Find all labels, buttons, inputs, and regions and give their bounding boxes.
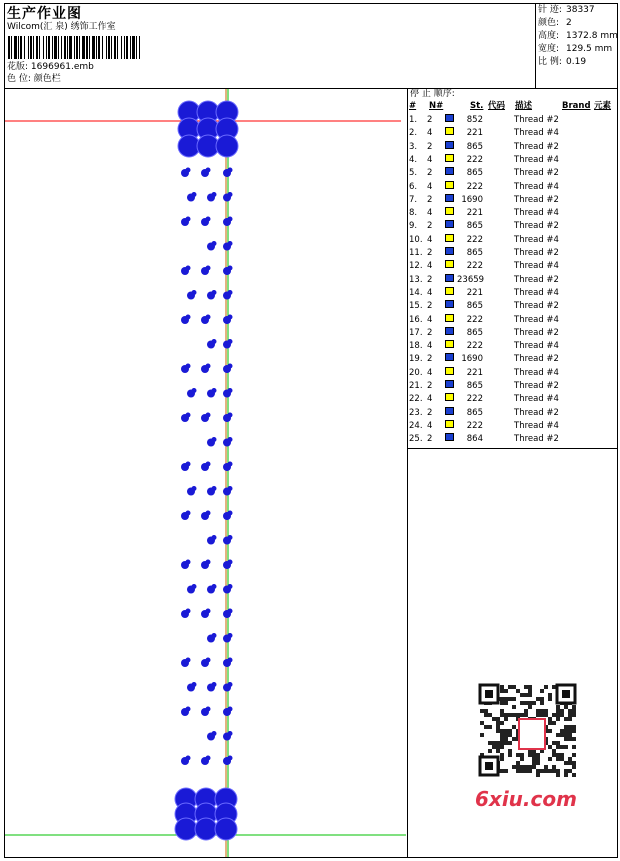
row-stitches: 221 [466, 128, 483, 139]
row-stitches: 865 [466, 327, 483, 338]
color-swatch [445, 353, 454, 361]
design-file-row [7, 62, 94, 73]
row-needle: 4 [427, 314, 433, 325]
color-swatch [445, 247, 454, 255]
row-number: 17. [409, 327, 423, 338]
row-number: 15. [409, 301, 423, 312]
row-stitches: 865 [466, 381, 483, 391]
color-swatch [445, 340, 454, 348]
row-number: 13. [409, 274, 423, 285]
table-row [409, 260, 618, 273]
row-description: Thread #4 [514, 181, 559, 192]
table-row [409, 247, 618, 260]
color-swatch [445, 194, 454, 202]
col-num: # [409, 101, 417, 111]
row-number: 4. [409, 154, 418, 165]
stat-value: 1372.8 mm [566, 31, 618, 41]
row-description: Thread #4 [514, 314, 559, 325]
row-description: Thread #2 [514, 194, 559, 205]
table-row [409, 353, 618, 366]
row-number: 6. [409, 181, 418, 192]
row-description: Thread #4 [514, 394, 559, 405]
stat-value: 129.5 mm [566, 44, 613, 54]
row-description: Thread #4 [514, 128, 559, 139]
watermark-text: 6xiu.com [475, 787, 577, 811]
row-needle: 4 [427, 208, 433, 219]
colorway-label: 色 位: [7, 74, 31, 84]
color-swatch [445, 181, 454, 189]
row-description: Thread #2 [514, 221, 559, 232]
color-swatch [445, 393, 454, 401]
row-needle: 2 [427, 301, 433, 312]
stat-label: 颜色: [538, 18, 560, 28]
row-description: Thread #2 [514, 301, 559, 312]
color-swatch [445, 154, 454, 162]
table-row [409, 407, 618, 420]
table-header [409, 100, 618, 113]
col-needle: N# [429, 101, 444, 111]
row-number: 14. [409, 287, 423, 298]
color-swatch [445, 367, 454, 375]
row-description: Thread #2 [514, 354, 559, 365]
stat-value: 38337 [566, 5, 595, 15]
row-stitches: 23659 [457, 274, 485, 285]
company-name: Wilcom(汇 泉) 绣饰工作室 [7, 22, 116, 32]
color-swatch [445, 220, 454, 228]
table-row [409, 207, 618, 220]
row-needle: 2 [427, 407, 433, 418]
row-needle: 2 [427, 274, 433, 285]
row-description: Thread #4 [514, 420, 559, 431]
col-stitches: St. [470, 101, 484, 111]
table-row [409, 127, 618, 140]
row-number: 10. [409, 234, 423, 245]
row-description: Thread #4 [514, 287, 559, 298]
color-swatch [445, 433, 454, 441]
row-description: Thread #4 [514, 341, 559, 352]
stat-value: 2 [566, 18, 572, 28]
colorway-row [7, 74, 61, 85]
row-description: Thread #2 [514, 381, 559, 391]
table-row [409, 194, 618, 207]
row-number: 19. [409, 354, 423, 365]
row-stitches: 221 [466, 287, 483, 298]
design-preview [5, 89, 406, 857]
row-description: Thread #2 [514, 115, 559, 125]
table-row [409, 114, 618, 127]
row-number: 8. [409, 208, 418, 219]
row-needle: 2 [427, 354, 433, 365]
design-file-label: 花版: [7, 62, 29, 72]
color-swatch [445, 234, 454, 242]
table-row [409, 141, 618, 154]
stat-label: 比 例: [538, 57, 562, 67]
row-description: Thread #2 [514, 168, 559, 179]
row-needle: 4 [427, 287, 433, 298]
row-stitches: 865 [466, 221, 483, 232]
row-number: 16. [409, 314, 423, 325]
color-swatch [445, 141, 454, 149]
row-stitches: 222 [466, 181, 483, 192]
design-file-name: 1696961.emb [30, 62, 94, 72]
row-needle: 2 [427, 168, 433, 179]
table-row [409, 274, 618, 287]
stat-value: 0.19 [566, 57, 587, 67]
row-needle: 4 [427, 261, 433, 272]
row-stitches: 864 [466, 434, 483, 445]
row-stitches: 865 [466, 168, 483, 179]
color-swatch [445, 127, 454, 135]
row-number: 18. [409, 341, 423, 352]
row-needle: 2 [427, 381, 433, 391]
color-swatch [445, 260, 454, 268]
color-swatch [445, 207, 454, 215]
row-description: Thread #2 [514, 141, 559, 152]
row-description: Thread #4 [514, 261, 559, 272]
table-row [409, 167, 618, 180]
row-description: Thread #2 [514, 407, 559, 418]
row-description: Thread #4 [514, 367, 559, 378]
row-stitches: 222 [466, 341, 483, 352]
row-number: 22. [409, 394, 423, 405]
row-stitches: 222 [466, 314, 483, 325]
row-needle: 2 [427, 327, 433, 338]
color-swatch [445, 407, 454, 415]
table-row [409, 393, 618, 406]
row-needle: 2 [427, 248, 433, 258]
table-row [409, 181, 618, 194]
page-title: 生产作业图 [7, 6, 82, 22]
row-stitches: 221 [466, 208, 483, 219]
row-needle: 4 [427, 154, 433, 165]
row-stitches: 222 [466, 394, 483, 405]
row-needle: 4 [427, 181, 433, 192]
table-row [409, 380, 618, 393]
row-stitches: 221 [466, 367, 483, 378]
row-description: Thread #4 [514, 208, 559, 219]
row-number: 9. [409, 221, 418, 232]
table-row [409, 287, 618, 300]
row-needle: 2 [427, 194, 433, 205]
table-row [409, 300, 618, 313]
table-row [409, 433, 618, 446]
row-number: 12. [409, 261, 423, 272]
table-row [409, 367, 618, 380]
row-stitches: 1690 [461, 194, 483, 205]
row-needle: 4 [427, 341, 433, 352]
table-row [409, 420, 618, 433]
row-description: Thread #2 [514, 434, 559, 445]
col-brand: Brand [562, 101, 591, 111]
color-swatch [445, 380, 454, 388]
color-swatch [445, 314, 454, 322]
table-row [409, 340, 618, 353]
color-swatch [445, 300, 454, 308]
row-needle: 2 [427, 434, 433, 445]
row-number: 25. [409, 434, 423, 445]
row-stitches: 222 [466, 261, 483, 272]
row-description: Thread #2 [514, 248, 559, 258]
row-needle: 2 [427, 221, 433, 232]
color-swatch [445, 167, 454, 175]
color-swatch [445, 274, 454, 282]
row-number: 2. [409, 128, 418, 139]
row-needle: 4 [427, 234, 433, 245]
row-needle: 2 [427, 141, 433, 152]
table-row [409, 234, 618, 247]
row-number: 21. [409, 381, 423, 391]
col-code: 代码 [488, 101, 506, 111]
color-swatch [445, 287, 454, 295]
row-needle: 4 [427, 394, 433, 405]
seal-logo [518, 718, 546, 750]
row-stitches: 222 [466, 234, 483, 245]
col-desc: 描述 [515, 101, 533, 111]
stat-label: 宽度: [538, 44, 560, 54]
row-stitches: 1690 [461, 354, 483, 365]
row-number: 11. [409, 248, 423, 258]
table-row [409, 220, 618, 233]
row-number: 23. [409, 407, 423, 418]
color-swatch [445, 420, 454, 428]
color-swatch [445, 114, 454, 122]
row-number: 24. [409, 420, 423, 431]
barcode-image [8, 36, 141, 59]
row-stitches: 222 [466, 154, 483, 165]
color-swatch [445, 327, 454, 335]
row-number: 7. [409, 194, 418, 205]
table-row [409, 327, 618, 340]
row-description: Thread #4 [514, 234, 559, 245]
row-stitches: 865 [466, 301, 483, 312]
colorway-value: 颜色栏 [33, 74, 61, 84]
row-stitches: 865 [466, 407, 483, 418]
row-description: Thread #2 [514, 274, 559, 285]
row-needle: 4 [427, 420, 433, 431]
row-needle: 4 [427, 367, 433, 378]
stat-label: 高度: [538, 31, 560, 41]
row-number: 20. [409, 367, 423, 378]
row-needle: 4 [427, 128, 433, 139]
row-number: 1. [409, 115, 418, 125]
row-stitches: 852 [466, 115, 483, 125]
row-stitches: 865 [466, 248, 483, 258]
stat-label: 针 迹: [538, 5, 562, 15]
row-needle: 2 [427, 115, 433, 125]
table-row [409, 314, 618, 327]
row-stitches: 865 [466, 141, 483, 152]
row-number: 3. [409, 141, 418, 152]
col-element: 元素 [594, 101, 612, 111]
row-stitches: 222 [466, 420, 483, 431]
row-description: Thread #4 [514, 154, 559, 165]
row-description: Thread #2 [514, 327, 559, 338]
table-row [409, 154, 618, 167]
row-number: 5. [409, 168, 418, 179]
stop-sequence-title: 停 止 顺序: [410, 89, 455, 99]
